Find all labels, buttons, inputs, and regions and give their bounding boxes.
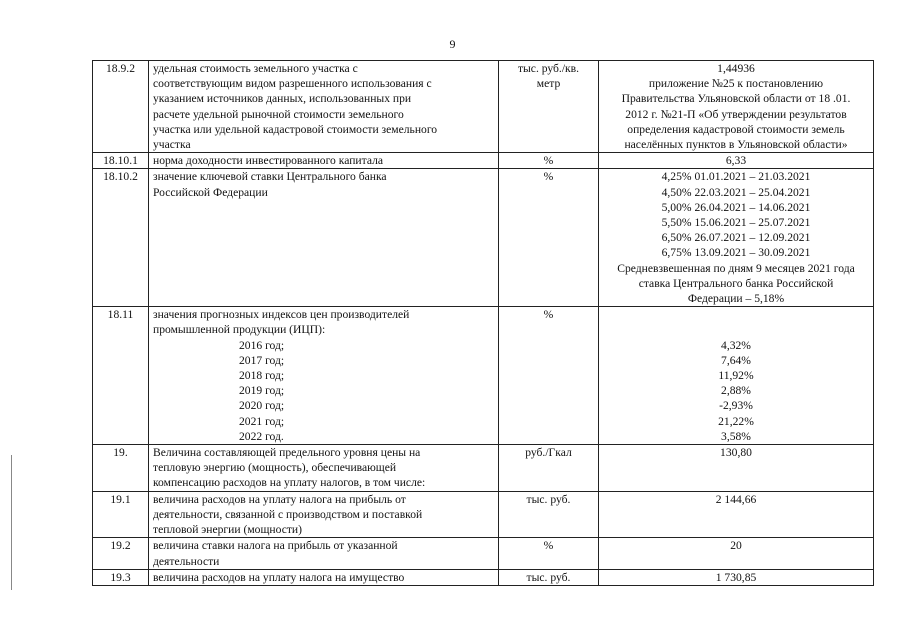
page-number: 9 [449,37,456,51]
description-line: деятельности, связанной с производством и поставкой [153,507,423,521]
unit-line: % [543,154,554,168]
value-line: 4,32% [721,338,751,352]
year-line: 2016 год; [239,338,285,352]
table-row [93,61,874,153]
row-number: 18.10.1 [93,153,149,169]
year-line: 2020 год; [239,399,285,413]
row-description [149,307,499,445]
row-value [599,61,874,153]
table-row [93,169,874,307]
row-value [599,153,874,169]
row-description [149,445,499,492]
spacer [603,307,869,322]
description-line: норма доходности инвестированного капитала [153,154,383,168]
description-line: расчете удельной рыночной стоимости земельного [153,107,404,121]
row-number: 18.10.2 [93,169,149,307]
row-number: 19.1 [93,491,149,538]
row-unit [499,61,599,153]
value-line: 2,88% [721,384,751,398]
year-line: 2021 год; [239,414,285,428]
row-number: 18.11 [93,307,149,445]
value-line: приложение №25 к постановлению [648,77,824,91]
value-line: 2012 г. №21-П «Об утверждении результатов [625,107,847,121]
unit-line: тыс. руб. [526,492,571,506]
value-line: 6,50% 26.07.2021 – 12.09.2021 [661,231,811,245]
description-line: величина ставки налога на прибыль от указанной [153,539,398,553]
value-line: 7,64% [721,353,751,367]
table-row [93,153,874,169]
description-line: компенсацию расходов на уплату налогов, в том числе: [153,476,426,490]
value-line: 21,22% [718,414,754,428]
description-line: значение ключевой ставки Центрального банка [153,170,387,184]
description-line: значения прогнозных индексов цен производителей [153,308,410,322]
row-description [149,538,499,569]
description-line: величина расходов на уплату налога на прибыль от [153,492,406,506]
value-line: Средневзвешенная по дням 9 месяцев 2021 года [617,261,855,275]
value-line: 1 730,85 [715,570,757,584]
row-description [149,569,499,585]
row-number: 19. [93,445,149,492]
row-value [599,445,874,492]
description-line: тепловую энергию (мощность), обеспечивающей [153,461,397,475]
value-line: 2 144,66 [715,492,757,506]
row-value [599,491,874,538]
value-line: 6,33 [725,154,747,168]
table-row [93,445,874,492]
value-line: 5,00% 26.04.2021 – 14.06.2021 [661,200,811,214]
tariff-table [92,60,874,586]
unit-line: метр [536,77,561,91]
description-line: Величина составляющей предельного уровня цены на [153,446,421,460]
value-line: -2,93% [719,399,753,413]
table-row [93,569,874,585]
value-line: 4,25% 01.01.2021 – 21.03.2021 [661,170,811,184]
year-line: 2018 год; [239,369,285,383]
year-line: 2022 год. [239,429,284,443]
year-line: 2017 год; [239,353,285,367]
row-unit [499,153,599,169]
value-line: 11,92% [718,369,754,383]
row-description [149,153,499,169]
unit-line: тыс. руб./кв. [517,62,580,75]
description-line: тепловой энергии (мощности) [153,523,302,537]
unit-line: % [543,170,554,184]
row-value [599,569,874,585]
row-unit [499,491,599,538]
row-unit [499,169,599,307]
value-line: 5,50% 15.06.2021 – 25.07.2021 [661,216,811,230]
value-line: 20 [730,539,742,553]
description-line: удельная стоимость земельного участка с [153,62,358,75]
margin-line [11,455,12,590]
description-line: указанием источников данных, использованных при [153,92,412,106]
row-number: 19.3 [93,569,149,585]
unit-line: % [543,539,554,553]
row-description [149,169,499,307]
value-line: ставка Центрального банка Российской [638,276,834,290]
row-value [599,169,874,307]
row-number: 19.2 [93,538,149,569]
table-row [93,307,874,445]
value-line: 4,50% 22.03.2021 – 25.04.2021 [661,185,811,199]
unit-line: % [543,308,554,322]
unit-line: руб./Гкал [525,446,572,460]
unit-line: тыс. руб. [526,570,571,584]
spacer [603,322,869,337]
row-description [149,491,499,538]
year-line: 2019 год; [239,384,285,398]
row-unit [499,538,599,569]
row-value [599,538,874,569]
table-row [93,538,874,569]
value-line: Правительства Ульяновской области от 18 .01. [621,92,851,106]
row-unit [499,307,599,445]
description-line: промышленной продукции (ИЦП): [153,323,326,337]
value-line: определения кадастровой стоимости земель [627,122,845,136]
description-line: величина расходов на уплату налога на имущество [153,570,405,584]
row-number: 18.9.2 [93,61,149,153]
description-line: участка [153,138,191,152]
description-line: соответствующим видом разрешенного использования с [153,77,432,91]
description-line: Российской Федерации [153,185,268,199]
row-description [149,61,499,153]
row-unit [499,445,599,492]
value-line: 130,80 [720,446,752,460]
row-unit [499,569,599,585]
value-line: населённых пунктов в Ульяновской области» [624,138,848,152]
row-value [599,307,874,445]
value-line: 6,75% 13.09.2021 – 30.09.2021 [661,246,811,260]
value-line: Федерации – 5,18% [687,292,785,306]
value-line: 1,44936 [717,62,755,75]
description-line: деятельности [153,554,220,568]
table-row [93,491,874,538]
description-line: участка или удельной кадастровой стоимости земельного [153,122,438,136]
value-line: 3,58% [721,429,751,443]
